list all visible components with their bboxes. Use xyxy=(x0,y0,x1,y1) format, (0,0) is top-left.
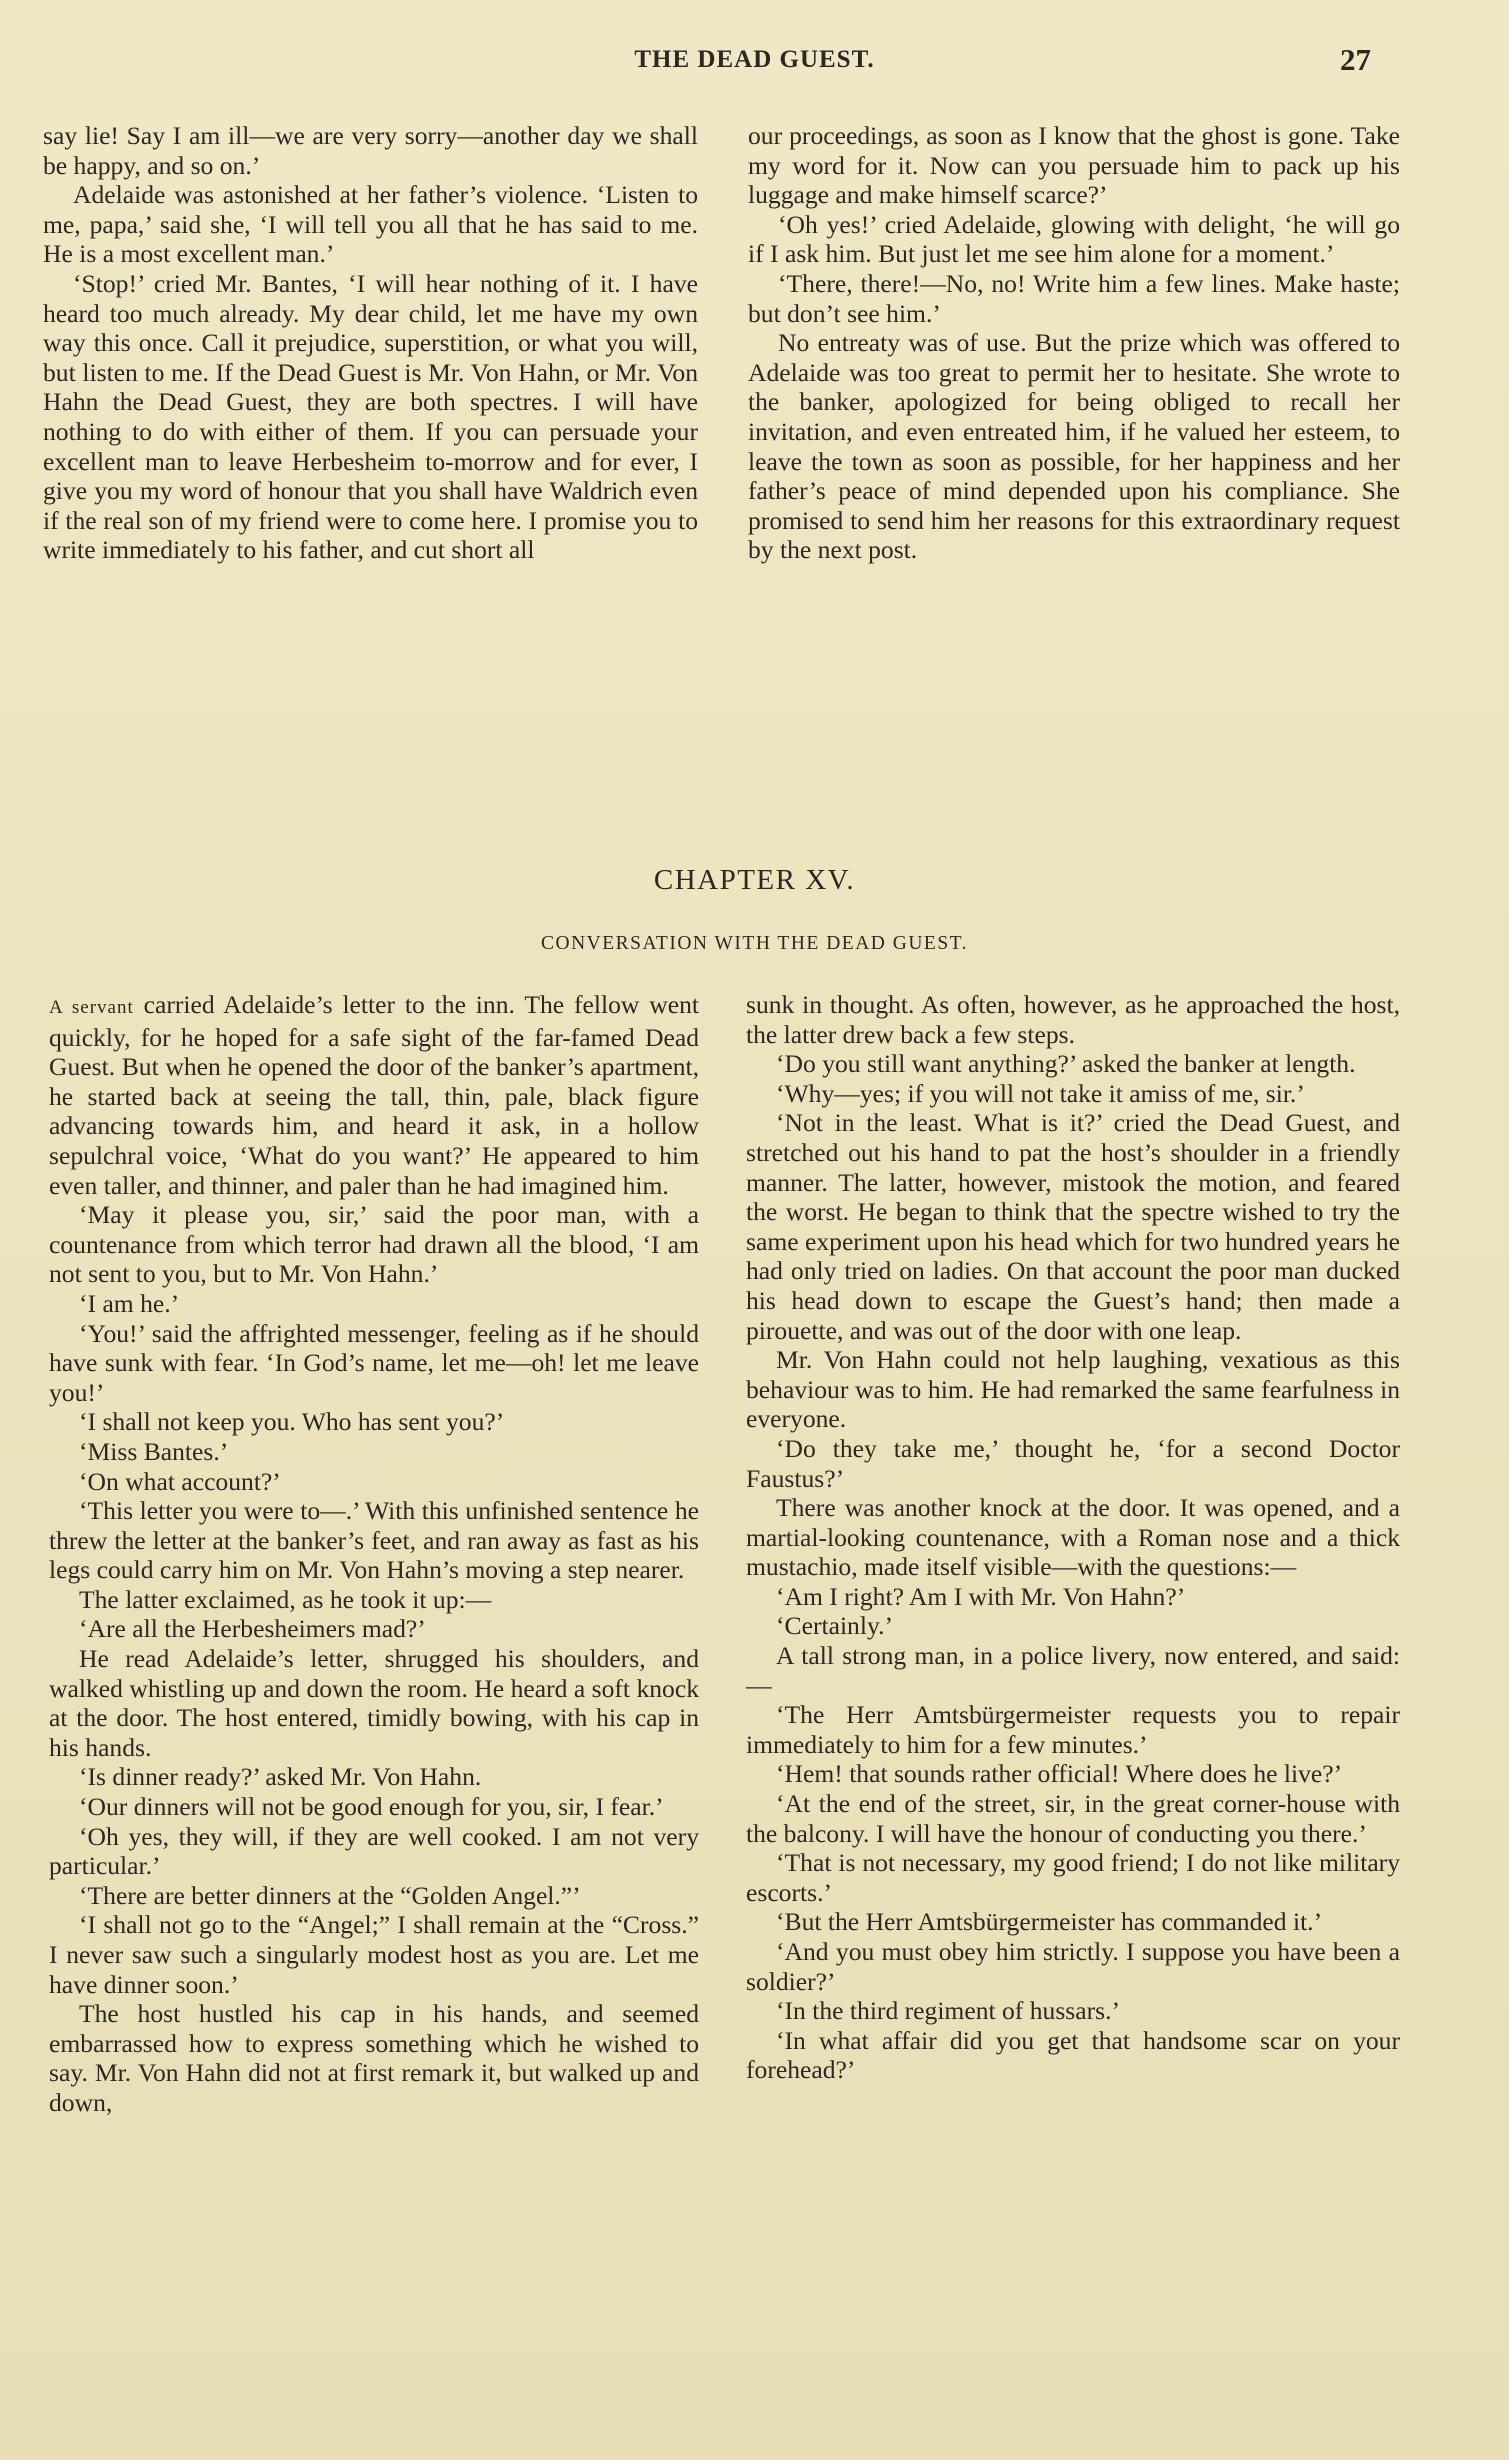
paragraph: ‘Do they take me,’ thought he, ‘for a second Doctor Faustus?’ xyxy=(746,1433,1400,1493)
opening-paragraph xyxy=(49,990,699,1200)
paragraph: ‘And you must obey him strictly. I suppose you have been a soldier?’ xyxy=(746,1937,1400,1996)
paragraph: ‘I shall not go to the “Angel;” I shall remain at the “Cross.” I never saw such a singularly modest host as you are. Let me have dinner soon.’ xyxy=(49,1910,699,1999)
paragraph: ‘Hem! that sounds rather official! Where does he live?’ xyxy=(776,1759,1343,1789)
paragraph: sunk in thought. As often, however, as he approached the host, the latter drew back a few steps. xyxy=(746,990,1400,1049)
paragraph: No entreaty was of use. But the prize which was offered to Adelaide was too great to permit her to hesitate. She wrote to the banker, apologized for being obliged to recall her invitation, and even entreated him, if he valued her esteem, to leave the town as soon as possible, for her happiness and her father’s peace of mind depended upon his compliance. She promised to send him her reasons for this extraordinary request by the next post. xyxy=(748,328,1400,565)
paragraph: ‘I shall not keep you. Who has sent you?’ xyxy=(79,1407,505,1437)
running-head: THE DEAD GUEST. xyxy=(634,46,875,73)
paragraph: There was another knock at the door. It was opened, and a martial-looking countenance, with a Roman nose and a thick mustachio, made itself visible—with the questions:— xyxy=(746,1493,1400,1582)
paragraph: The latter exclaimed, as he took it up:— xyxy=(79,1584,492,1614)
chapter-subtitle: CONVERSATION WITH THE DEAD GUEST. xyxy=(540,933,969,954)
bottom-left-column xyxy=(49,990,699,2118)
paragraph: ‘At the end of the street, sir, in the great corner-house with the balcony. I will have the honour of conducting you there.’ xyxy=(746,1789,1400,1848)
paragraph: Mr. Von Hahn could not help laughing, vexatious as this behaviour was to him. He had remarked the same fearfulness in everyone. xyxy=(746,1345,1400,1434)
paragraph: The host hustled his cap in his hands, and seemed embarrassed how to express something which he wished to say. Mr. Von Hahn did not at first remark it, but walked up and down, xyxy=(49,1999,699,2117)
opening-small-caps: A servant xyxy=(49,997,134,1018)
paragraph: say lie! Say I am ill—we are very sorry—another day we shall be happy, and so on.’ xyxy=(43,121,698,180)
paragraph: ‘This letter you were to—.’ With this unfinished sentence he threw the letter at the banker’s feet, and ran away as fast as his legs could carry him on Mr. Von Hahn’s moving a step nearer. xyxy=(49,1496,699,1585)
top-right-column xyxy=(748,121,1400,565)
paragraph: ‘You!’ said the affrighted messenger, feeling as if he should have sunk with fear. ‘In God’s name, let me—oh! let me leave you!’ xyxy=(49,1318,699,1407)
paragraph: ‘In what affair did you get that handsome scar on your forehead?’ xyxy=(746,2025,1400,2085)
page-header xyxy=(0,42,1509,86)
page-number: 27 xyxy=(1340,42,1371,77)
chapter-title: CHAPTER XV. xyxy=(653,864,856,896)
paragraph: ‘Miss Bantes.’ xyxy=(79,1436,229,1466)
paragraph: ‘Why—yes; if you will not take it amiss of me, sir.’ xyxy=(776,1078,1305,1108)
paragraph: ‘Do you still want anything?’ asked the banker at length. xyxy=(776,1049,1356,1079)
paragraph: ‘Oh yes, they will, if they are well cooked. I am not very particular.’ xyxy=(49,1821,699,1881)
paragraph: ‘Not in the least. What is it?’ cried the Dead Guest, and stretched out his hand to pat the host’s shoulder in a friendly manner. The latter, however, mistook the motion, and feared the worst. He began to think that the spectre wished to try the same experiment upon his head which for two hundred years he had only tried on ladies. On that account the poor man ducked his head down to escape the Guest’s hand; then made a pirouette, and was out of the door with one leap. xyxy=(746,1108,1400,1345)
paragraph: ‘There are better dinners at the “Golden Angel.”’ xyxy=(79,1880,581,1910)
top-left-column xyxy=(43,121,698,565)
paragraph: ‘May it please you, sir,’ said the poor man, with a countenance from which terror had drawn all the blood, ‘I am not sent to you, but to Mr. Von Hahn.’ xyxy=(49,1200,699,1289)
paragraph: our proceedings, as soon as I know that the ghost is gone. Take my word for it. Now can you persuade him to pack up his luggage and make himself scarce?’ xyxy=(748,121,1400,210)
paragraph: ‘That is not necessary, my good friend; I do not like military escorts.’ xyxy=(746,1848,1400,1907)
paragraph: ‘I am he.’ xyxy=(79,1288,180,1318)
paragraph: ‘Stop!’ cried Mr. Bantes, ‘I will hear nothing of it. I have heard too much already. My dear child, let me have my own way this once. Call it prejudice, superstition, or what you will, but listen to me. If the Dead Guest is Mr. Von Hahn, or Mr. Von Hahn the Dead Guest, they are both spectres. I will have nothing to do with either of them. If you can persuade your excellent man to leave Herbesheim to-morrow and for ever, I give you my word of honour that you shall have Waldrich even if the real son of my friend were to come here. I promise you to write immediately to his father, and cut short all xyxy=(43,268,698,565)
paragraph: ‘There, there!—No, no! Write him a few lines. Make haste; but don’t see him.’ xyxy=(748,268,1400,328)
paragraph: A tall strong man, in a police livery, now entered, and said:— xyxy=(746,1641,1400,1700)
paragraph: ‘In the third regiment of hussars.’ xyxy=(776,1996,1121,2026)
paragraph: ‘Am I right? Am I with Mr. Von Hahn?’ xyxy=(776,1581,1186,1611)
bottom-right-column xyxy=(746,990,1400,2085)
paragraph: ‘Our dinners will not be good enough for you, sir, I fear.’ xyxy=(79,1792,664,1822)
opening-text: carried Adelaide’s letter to the inn. The fellow went quickly, for he hoped for a safe sight of the far-famed Dead Guest. But when he opened the door of the banker’s apartment, he started back at seeing the tall, thin, pale, black figure advancing towards him, and heard it ask, in a hollow sepulchral voice, ‘What do you want?’ He appeared to him even taller, and thinner, and paler than he had imagined him. xyxy=(49,990,699,1200)
paragraph: Adelaide was astonished at her father’s violence. ‘Listen to me, papa,’ said she, ‘I will tell you all that he has said to me. He is a most excellent man.’ xyxy=(43,180,698,269)
paragraph: ‘Is dinner ready?’ asked Mr. Von Hahn. xyxy=(79,1762,482,1792)
paragraph: ‘But the Herr Amtsbürgermeister has commanded it.’ xyxy=(776,1907,1323,1937)
paragraph: ‘Oh yes!’ cried Adelaide, glowing with delight, ‘he will go if I ask him. But just let me see him alone for a moment.’ xyxy=(748,209,1400,269)
paragraph: ‘Are all the Herbesheimers mad?’ xyxy=(79,1614,426,1644)
paragraph: He read Adelaide’s letter, shrugged his shoulders, and walked whistling up and down the room. He heard a soft knock at the door. The host entered, timidly bowing, with his cap in his hands. xyxy=(49,1644,699,1762)
paragraph: ‘Certainly.’ xyxy=(776,1611,894,1641)
paragraph: ‘The Herr Amtsbürgermeister requests you to repair immediately to him for a few minutes.’ xyxy=(746,1700,1400,1759)
paragraph: ‘On what account?’ xyxy=(79,1466,281,1496)
